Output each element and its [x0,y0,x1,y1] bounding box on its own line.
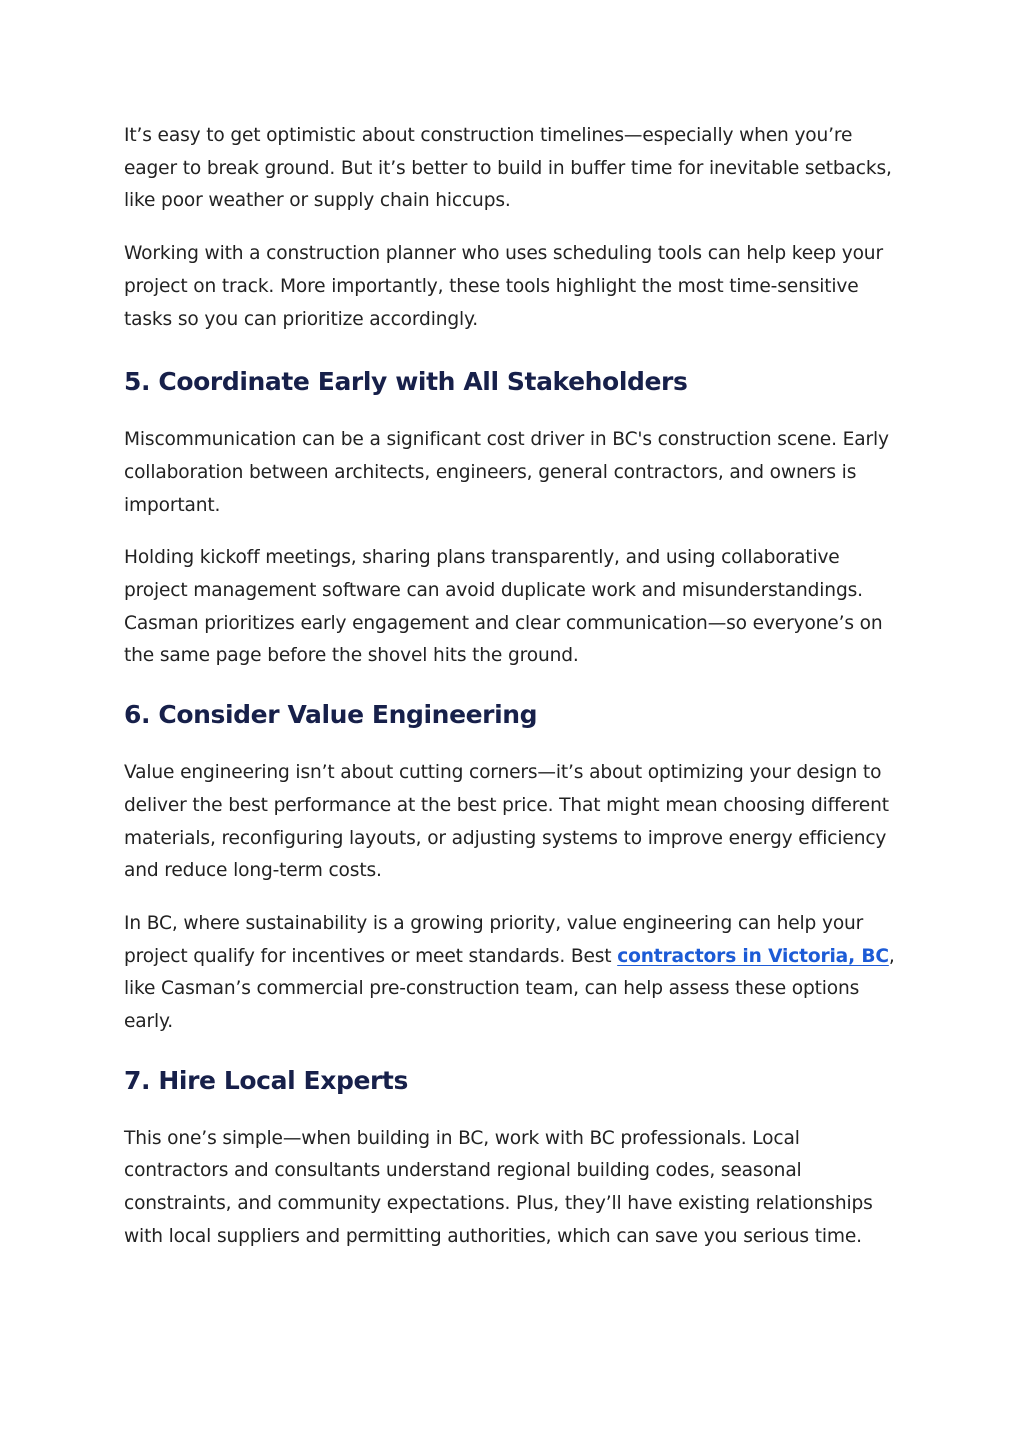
contractors-victoria-link[interactable]: contractors in Victoria, BC [617,945,889,967]
section-6-paragraph-2-text-after: , like Casman’s commercial pre-construction team, can help assess these options early. [124,945,895,1033]
section-5-paragraph-2: Holding kickoff meetings, sharing plans transparently, and using collaborative project management software can avoid duplicate work and misunderstandings. Casman prioritizes early engagement and clear communication—so everyone’s on the same page before the shovel hits the ground. [124,547,883,667]
section-6-heading: 6. Consider Value Engineering [124,700,538,730]
section-6-paragraph-1: Value engineering isn’t about cutting corners—it’s about optimizing your design to deliver the best performance at the best price. That might mean choosing different materials, reconfiguring layouts, or adjusting systems to improve energy efficiency and reduce long-term costs. [124,762,889,882]
intro-paragraph-2: Working with a construction planner who uses scheduling tools can help keep your project on track. More importantly, these tools highlight the most time-sensitive tasks so you can prioritize accordingly. [124,243,883,330]
section-6-paragraph-2-text-before: In BC, where sustainability is a growing priority, value engineering can help your project qualify for incentives or meet standards. Best [124,912,864,967]
section-7-heading: 7. Hire Local Experts [124,1065,408,1095]
intro-paragraph-1: It’s easy to get optimistic about construction timelines—especially when you’re eager to break ground. But it’s better to build in buffer time for inevitable setbacks, like poor weather or supply chain hiccups. [124,125,892,212]
section-7-paragraph-1: This one’s simple—when building in BC, work with BC professionals. Local contractors and consultants understand regional building codes, seasonal constraints, and community expectations. Plus, they’ll have existing relationships with local suppliers and permitting authorities, which can save you serious time. [124,1127,873,1247]
document-page [124,120,904,1274]
section-5-heading: 5. Coordinate Early with All Stakeholders [124,367,688,397]
section-6-paragraph-2 [124,908,904,1039]
section-5-paragraph-1: Miscommunication can be a significant cost driver in BC's construction scene. Early collaboration between architects, engineers, general contractors, and owners is important. [124,429,889,516]
